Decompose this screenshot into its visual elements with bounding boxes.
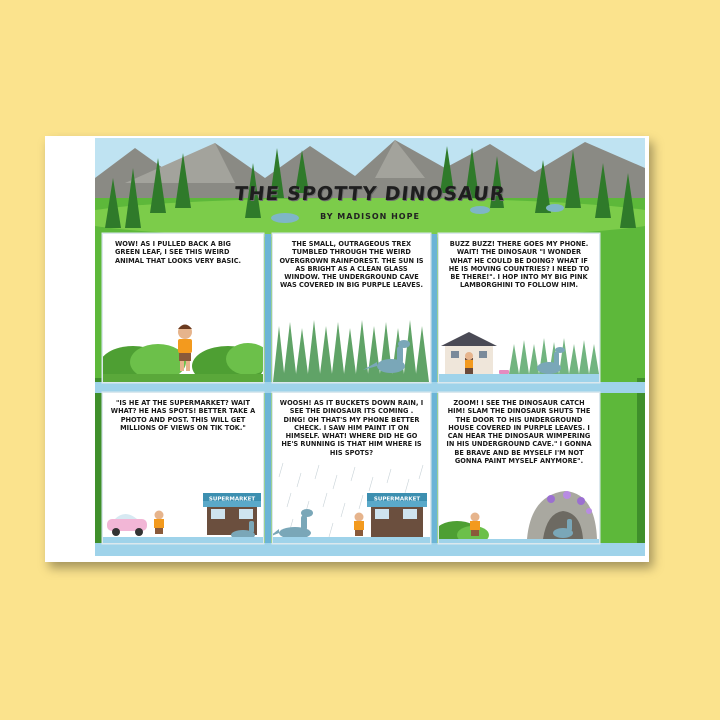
panel-2-text: THE SMALL, OUTRAGEOUS TREX TUMBLED THROUGH THE WEIRD OVERGROWN RAINFOREST. THE SUN IS AS BRIGHT AS A CLEAN GLASS WINDOW. THE UNDERGROUND CAVE WAS COVERED IN BIG PURPLE LEAVES. bbox=[279, 240, 424, 290]
pink-car-icon bbox=[499, 370, 509, 374]
panel-4-text: "IS HE AT THE SUPERMARKET? WAIT WHAT? HE HAS SPOTS! BETTER TAKE A PHOTO AND POST. THIS WILL GET MILLIONS OF VIEWS ON TIK TOK." bbox=[110, 399, 256, 432]
storyboard-sheet bbox=[45, 136, 649, 562]
panel-3-text: BUZZ BUZZ! THERE GOES MY PHONE. WAIT! THE DINOSAUR "I WONDER WHAT HE COULD BE DOING? WHAT IF HE IS MOVING COUNTRIES? I NEED TO BE THERE!". I HOP INTO MY BIG PINK LAMBORGHINI TO FOLLOW HIM. bbox=[448, 240, 590, 290]
author-byline: BY MADISON HOPE bbox=[320, 212, 420, 221]
pink-car-icon bbox=[107, 514, 147, 536]
story-panel-4 bbox=[103, 393, 263, 543]
book-title: THE SPOTTY DINOSAUR bbox=[233, 183, 507, 205]
story-panel-6 bbox=[439, 393, 599, 543]
story-panel-2 bbox=[273, 234, 430, 382]
story-panel-1 bbox=[103, 234, 263, 382]
supermarket-sign: SUPERMARKET bbox=[373, 496, 421, 503]
panel-1-text: WOW! AS I PULLED BACK A BIG GREEN LEAF, I SEE THIS WEIRD ANIMAL THAT LOOKS VERY BASIC. bbox=[115, 240, 242, 265]
dinosaur-icon bbox=[273, 509, 313, 539]
story-panel-3 bbox=[439, 234, 599, 382]
panel-5-text: WOOSH! AS IT BUCKETS DOWN RAIN, I SEE THE DINOSAUR ITS COMING . DING! OH THAT'S MY PHONE BETTER CHECK. I SAW HIM PAINT IT ON HIMSELF. WHAT! WHERE DID HE GO HE'S RUNNING IS THAT HIM WHERE IS HIS SPOTS? bbox=[279, 399, 424, 457]
supermarket-sign: SUPERMARKET bbox=[208, 496, 256, 503]
boy-shirt-icon bbox=[178, 339, 192, 353]
panel-6-text: ZOOM! I SEE THE DINOSAUR CATCH HIM! SLAM THE DINOSAUR SHUTS THE THE DOOR TO HIS UNDERGROUND HOUSE COVERED IN PURPLE LEAVES. I CAN HEAR THE DINOSAUR WIMPERING IN HIS UNDERGROUND CAVE." I GONNA BE BRAVE AND BE MYSELF I'M NOT GONNA PAINT MYSELF ANYMORE". bbox=[446, 399, 592, 466]
story-panel-5 bbox=[273, 393, 430, 543]
storyboard-artwork bbox=[95, 138, 645, 556]
